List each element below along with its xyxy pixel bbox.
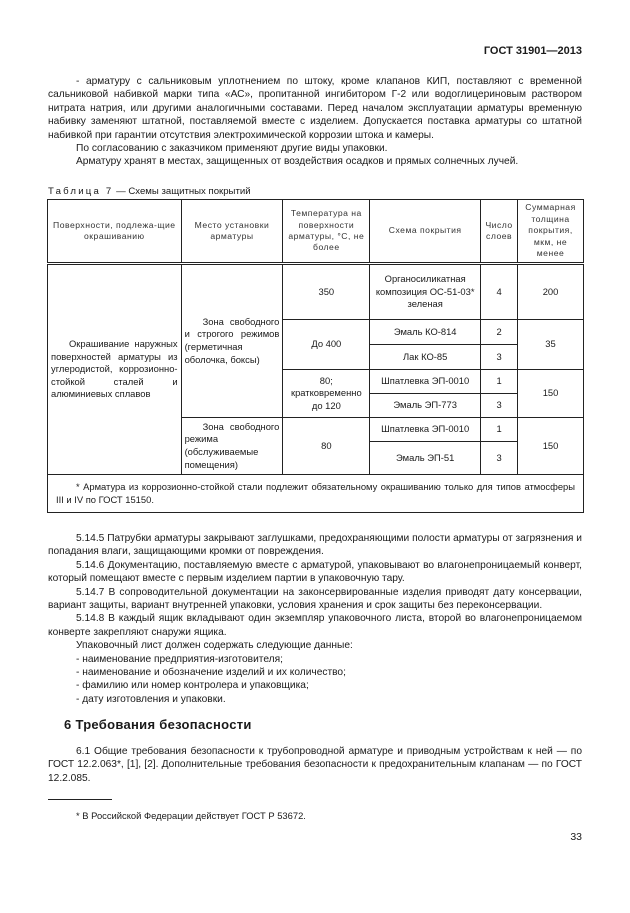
column-header: Поверхности, подлежа-щие окрашиванию [48, 200, 182, 264]
table-header-row [48, 200, 584, 264]
clause-5-14-5: 5.14.5 Патрубки арматуры закрывают заглушками, предохраняющими полости арматуры от загрязнения и попадания влаги, защищающими кромки от повреждения. [48, 533, 582, 558]
table-footnote [48, 475, 584, 513]
thickness-cell: 150 [518, 370, 584, 418]
scheme-cell: Шпатлевка ЭП-0010 [370, 418, 481, 442]
footnote-divider [48, 799, 112, 800]
layers-cell: 3 [481, 394, 518, 418]
layers-cell: 2 [481, 320, 518, 345]
table-row [48, 264, 584, 320]
page-footnote: * В Российской Федерации действует ГОСТ Р 53672. [76, 810, 306, 821]
packing-list-item: - наименование и обозначение изделий и их количество; [76, 667, 346, 679]
table-footnote-text: * Арматура из коррозионно-стойкой стали подлежит обязательному окрашиванию только для типов атмосферы III и IV по ГОСТ 15150. [56, 481, 575, 505]
zone-cell: Зона свободного и строгого режимов (герметичная оболочка, боксы) [181, 264, 283, 418]
thickness-cell: 200 [518, 264, 584, 320]
column-header: Число слоев [481, 200, 518, 264]
clause-5-14-6: 5.14.6 Документацию, поставляемую вместе с арматурой, упаковывают во влагонепроницаемый конверт, который помещают вместе с первым изделием партии в упаковочную тару. [48, 559, 582, 585]
scheme-cell: Эмаль ЭП-773 [370, 394, 481, 418]
paragraph: По согласованию с заказчиком применяют другие виды упаковки. [76, 143, 388, 155]
table-caption-label: Таблица 7 [48, 186, 114, 197]
packing-list-item: - фамилию или номер контролера и упаковщика; [76, 680, 309, 692]
table-footnote-row [48, 475, 584, 513]
scheme-cell: Органосиликатная композиция ОС-51-03* зеленая [370, 264, 481, 320]
temp-cell: 80 [283, 418, 370, 475]
layers-cell: 4 [481, 264, 518, 320]
packing-list-intro: Упаковочный лист должен содержать следующие данные: [76, 640, 353, 652]
layers-cell: 3 [481, 345, 518, 370]
layers-cell: 1 [481, 370, 518, 394]
table-caption-title: — Схемы защитных покрытий [113, 186, 251, 197]
protective-coatings-table [47, 199, 584, 513]
column-header: Место установки арматуры [181, 200, 283, 264]
document-id-header: ГОСТ 31901—2013 [483, 45, 582, 57]
section-6-text [48, 745, 582, 785]
surface-cell: Окрашивание наружных поверхностей арматуры из углеродистой, коррозионно-стойкой сталей и алюминиевых сплавов [48, 264, 182, 475]
table-caption [48, 186, 251, 197]
temp-cell: 80; кратковременно до 120 [283, 370, 370, 418]
zone-cell: Зона свободного режима (обслуживаемые помещения) [181, 418, 283, 475]
temp-cell: До 400 [283, 320, 370, 370]
scheme-cell: Эмаль ЭП-51 [370, 442, 481, 475]
column-header: Схема покрытия [370, 200, 481, 264]
thickness-cell: 35 [518, 320, 584, 370]
packaging-clauses [48, 532, 582, 706]
temp-cell: 350 [283, 264, 370, 320]
column-header: Температура на поверхности арматуры, °С, не более [283, 200, 370, 264]
paragraph: - арматуру с сальниковым уплотнением по штоку, кроме клапанов КИП, поставляют с временной сальниковой набивкой марки типа «АС», пропитанной ингибитором Г-2 или водоглицериновым раствором нитрата натрия, или другими аналогичными составами. Перед началом эксплуатации арматуры временную набивку заменяют штатной, поставляемой вместе с изделием. Допускается поставка арматуры со штатной набивкой при гарантии отсутствия электрохимической коррозии штока и камеры. [48, 76, 582, 141]
clause-6-1: 6.1 Общие требования безопасности к трубопроводной арматуре и приводным устройствам к ней — по ГОСТ 12.2.063*, [1], [2]. Дополнительные требования безопасности к предохранительным клапанам — по ГОСТ 12.2.085. [48, 746, 582, 784]
thickness-cell: 150 [518, 418, 584, 475]
page-number: 33 [570, 831, 582, 843]
clause-5-14-8: 5.14.8 В каждый ящик вкладывают один экземпляр упаковочного листа, второй во влагонепроницаемом конверте закрепляют снаружи ящика. [48, 613, 582, 638]
section-heading: 6 Требования безопасности [64, 717, 252, 732]
layers-cell: 1 [481, 418, 518, 442]
column-header: Суммарная толщина покрытия, мкм, не менее [518, 200, 584, 264]
clause-5-14-7: 5.14.7 В сопроводительной документации на законсервированные изделия приводят дату консервации, вариант защиты, вариант внутренней упаковки, условия хранения и срок защиты без переконсервации. [48, 586, 582, 612]
scheme-cell: Шпатлевка ЭП-0010 [370, 370, 481, 394]
scheme-cell: Лак КО-85 [370, 345, 481, 370]
paragraph: Арматуру хранят в местах, защищенных от воздействия осадков и прямых солнечных лучей. [76, 156, 519, 168]
intro-text [48, 75, 582, 169]
layers-cell: 3 [481, 442, 518, 475]
packing-list-item: - наименование предприятия-изготовителя; [76, 653, 283, 665]
packing-list-item: - дату изготовления и упаковки. [76, 693, 226, 705]
scheme-cell: Эмаль КО-814 [370, 320, 481, 345]
